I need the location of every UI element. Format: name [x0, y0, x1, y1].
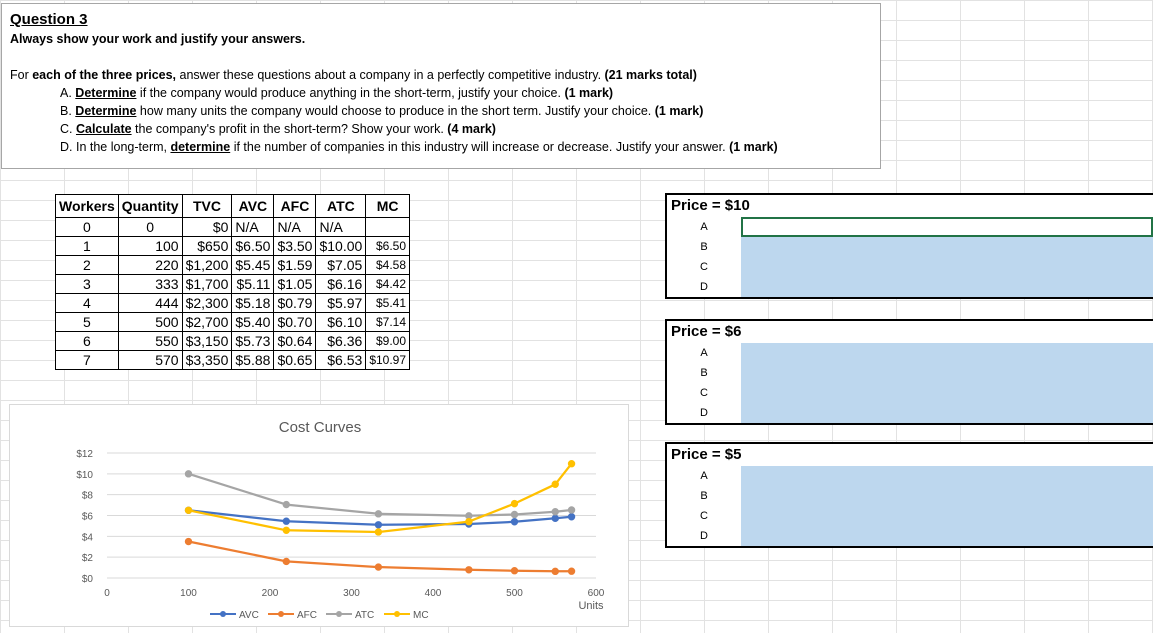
- data-point-atc: [511, 511, 517, 517]
- question-item-prefix: C.: [60, 122, 76, 136]
- column-header[interactable]: TVC: [182, 195, 232, 218]
- table-cell[interactable]: $5.73: [232, 332, 274, 351]
- answer-cell[interactable]: [741, 257, 1153, 277]
- data-point-atc: [568, 507, 574, 513]
- table-cell[interactable]: $5.18: [232, 294, 274, 313]
- question-item-marks: (1 mark): [654, 104, 704, 118]
- table-cell[interactable]: 550: [118, 332, 182, 351]
- table-cell[interactable]: $5.11: [232, 275, 274, 294]
- table-cell[interactable]: $5.45: [232, 256, 274, 275]
- table-cell[interactable]: 4: [56, 294, 119, 313]
- table-cell[interactable]: 5: [56, 313, 119, 332]
- data-point-mc: [568, 461, 574, 467]
- table-row: [56, 275, 410, 294]
- row-label: B: [700, 490, 708, 502]
- row-label: A: [700, 221, 708, 233]
- data-point-avc: [568, 514, 574, 520]
- table-cell[interactable]: 0: [56, 218, 119, 237]
- table-cell[interactable]: $7.14: [366, 313, 410, 332]
- table-cell[interactable]: $1,200: [182, 256, 232, 275]
- data-point-avc: [375, 522, 381, 528]
- question-item-keyword: Determine: [75, 86, 137, 100]
- data-point-afc: [375, 564, 381, 570]
- column-header[interactable]: ATC: [316, 195, 366, 218]
- question-item-prefix: D. In the long-term,: [60, 140, 171, 154]
- question-item: [10, 138, 872, 156]
- y-tick-label: $10: [76, 469, 93, 481]
- table-cell[interactable]: N/A: [274, 218, 316, 237]
- table-row: [56, 294, 410, 313]
- row-label: D: [700, 281, 708, 293]
- answer-row-c[interactable]: [667, 506, 1153, 526]
- x-tick-label: 400: [424, 588, 442, 599]
- y-tick-label: $4: [81, 532, 93, 544]
- answer-cell[interactable]: [741, 363, 1153, 383]
- data-point-atc: [552, 509, 558, 515]
- table-cell[interactable]: $2,300: [182, 294, 232, 313]
- data-point-mc: [185, 507, 191, 513]
- table-cell[interactable]: $3,350: [182, 351, 232, 370]
- table-cell[interactable]: $6.16: [316, 275, 366, 294]
- table-cell[interactable]: $5.41: [366, 294, 410, 313]
- table-cell[interactable]: N/A: [232, 218, 274, 237]
- answer-row-b[interactable]: [667, 237, 1153, 257]
- data-point-afc: [568, 568, 574, 574]
- answer-box-price-10: [665, 193, 1153, 299]
- x-axis-label: Units: [578, 600, 604, 612]
- question-intro: [10, 66, 872, 84]
- answer-title: Price = $5: [671, 446, 742, 463]
- table-cell[interactable]: 3: [56, 275, 119, 294]
- question-box: [1, 3, 881, 169]
- legend-marker: [336, 611, 342, 617]
- data-point-afc: [552, 568, 558, 574]
- answer-box-price-5: [665, 442, 1153, 548]
- x-tick-label: 100: [180, 588, 197, 599]
- question-item-text: if the number of companies in this industry will increase or decrease. Justify your answer.: [230, 140, 730, 154]
- data-point-mc: [283, 527, 289, 533]
- table-cell[interactable]: [366, 218, 410, 237]
- table-cell[interactable]: $0.64: [274, 332, 316, 351]
- data-point-avc: [283, 518, 289, 524]
- question-item-marks: (4 mark): [447, 122, 496, 136]
- column-header[interactable]: MC: [366, 195, 410, 218]
- table-cell[interactable]: 6: [56, 332, 119, 351]
- y-tick-label: $12: [76, 449, 93, 460]
- row-label: B: [700, 241, 708, 253]
- row-label: C: [700, 387, 708, 399]
- answer-cell[interactable]: [741, 383, 1153, 403]
- table-cell[interactable]: $7.05: [316, 256, 366, 275]
- answer-cell[interactable]: [741, 343, 1153, 363]
- answer-cell[interactable]: [741, 506, 1153, 526]
- table-cell[interactable]: $6.50: [232, 237, 274, 256]
- x-tick-label: 200: [261, 588, 279, 599]
- question-item-marks: (1 mark): [564, 86, 614, 100]
- answer-row-d[interactable]: [667, 403, 1153, 423]
- question-item-text: the company's profit in the short-term? Show your work.: [131, 122, 448, 136]
- data-point-mc: [511, 500, 517, 506]
- table-cell[interactable]: $4.58: [366, 256, 410, 275]
- question-item-text: how many units the company would choose to produce in the short term. Justify your choice.: [136, 104, 655, 118]
- legend-marker: [278, 611, 284, 617]
- table-cell[interactable]: $650: [182, 237, 232, 256]
- column-header[interactable]: AVC: [232, 195, 274, 218]
- table-row: [56, 351, 410, 370]
- table-cell[interactable]: $5.40: [232, 313, 274, 332]
- answer-cell[interactable]: [741, 466, 1153, 486]
- table-row: [56, 218, 410, 237]
- question-instruction: Always show your work and justify your answers.: [10, 32, 306, 46]
- table-cell[interactable]: $1.59: [274, 256, 316, 275]
- table-cell[interactable]: $0.65: [274, 351, 316, 370]
- table-row: [56, 313, 410, 332]
- table-cell[interactable]: 220: [118, 256, 182, 275]
- table-cell[interactable]: $3.50: [274, 237, 316, 256]
- table-cell[interactable]: $2,700: [182, 313, 232, 332]
- table-cell[interactable]: 1: [56, 237, 119, 256]
- table-cell[interactable]: $1.05: [274, 275, 316, 294]
- table-row: [56, 332, 410, 351]
- question-item: [10, 120, 872, 138]
- question-title: Question 3: [10, 11, 88, 28]
- table-cell[interactable]: 100: [118, 237, 182, 256]
- answer-cell[interactable]: [741, 486, 1153, 506]
- data-point-mc: [375, 529, 381, 535]
- cost-table: [55, 194, 410, 370]
- answer-row-c[interactable]: [667, 383, 1153, 403]
- answer-box-price-6: [665, 319, 1153, 425]
- table-cell[interactable]: $6.36: [316, 332, 366, 351]
- table-cell[interactable]: 570: [118, 351, 182, 370]
- table-cell[interactable]: $3,150: [182, 332, 232, 351]
- y-tick-label: $8: [81, 490, 93, 502]
- table-cell[interactable]: $6.53: [316, 351, 366, 370]
- table-cell[interactable]: 7: [56, 351, 119, 370]
- question-item-marks: (1 mark): [729, 140, 778, 154]
- row-label: A: [700, 470, 708, 482]
- table-body: [56, 218, 410, 370]
- row-label: D: [700, 407, 708, 419]
- data-point-mc: [552, 481, 558, 487]
- table-cell[interactable]: 444: [118, 294, 182, 313]
- data-point-avc: [511, 519, 517, 525]
- answer-cell[interactable]: [741, 277, 1153, 297]
- question-item-text: if the company would produce anything in the short-term, justify your choice.: [136, 86, 565, 100]
- question-item-keyword: Calculate: [75, 122, 132, 136]
- table-cell[interactable]: $6.10: [316, 313, 366, 332]
- table-cell[interactable]: $5.97: [316, 294, 366, 313]
- answer-cell[interactable]: [741, 403, 1153, 423]
- column-header[interactable]: Quantity: [118, 195, 182, 218]
- table-cell[interactable]: N/A: [316, 218, 366, 237]
- answer-cell-selected[interactable]: [741, 217, 1153, 237]
- y-tick-label: $2: [81, 553, 93, 565]
- row-label: D: [700, 530, 708, 542]
- x-tick-label: 500: [506, 588, 523, 599]
- data-point-afc: [283, 558, 289, 564]
- legend-marker: [394, 611, 400, 617]
- table-cell[interactable]: 0: [118, 218, 182, 237]
- y-tick-label: $6: [81, 511, 93, 523]
- table-cell[interactable]: $9.00: [366, 332, 410, 351]
- table-cell[interactable]: $0: [182, 218, 232, 237]
- table-cell[interactable]: $10.00: [316, 237, 366, 256]
- table-cell[interactable]: $0.79: [274, 294, 316, 313]
- answer-cell[interactable]: [741, 526, 1153, 546]
- question-item-prefix: A.: [60, 86, 76, 100]
- data-point-atc: [185, 471, 191, 477]
- x-tick-label: 0: [104, 588, 110, 599]
- row-label: A: [700, 347, 708, 359]
- column-header[interactable]: AFC: [274, 195, 316, 218]
- answer-title: Price = $10: [671, 197, 750, 214]
- question-items: [10, 84, 872, 156]
- data-point-afc: [185, 538, 191, 544]
- y-tick-label: $0: [81, 574, 93, 585]
- chart-title: Cost Curves: [278, 419, 362, 436]
- answer-row-b[interactable]: [667, 363, 1153, 383]
- chart-svg: [10, 405, 630, 628]
- legend-label: AFC: [297, 610, 317, 621]
- intro-pre: For: [10, 68, 33, 82]
- table-cell[interactable]: $1,700: [182, 275, 232, 294]
- answer-row-d[interactable]: [667, 526, 1153, 546]
- column-header[interactable]: Workers: [56, 195, 119, 218]
- question-item: [10, 102, 872, 120]
- question-item-prefix: B.: [60, 104, 76, 118]
- legend-label: MC: [413, 610, 429, 621]
- x-tick-label: 600: [587, 588, 605, 599]
- x-tick-label: 300: [343, 588, 360, 599]
- question-item: [10, 84, 872, 102]
- legend-label: ATC: [355, 610, 375, 621]
- question-item-keyword: determine: [170, 140, 231, 154]
- table-cell[interactable]: $0.70: [274, 313, 316, 332]
- intro-bold: each of the three prices,: [32, 68, 177, 82]
- data-point-afc: [511, 568, 517, 574]
- table-cell[interactable]: $5.88: [232, 351, 274, 370]
- row-label: B: [700, 367, 708, 379]
- answer-row-a[interactable]: [667, 343, 1153, 363]
- answer-title: Price = $6: [671, 323, 742, 340]
- cost-curves-chart[interactable]: [9, 404, 629, 627]
- table-row: [56, 256, 410, 275]
- answer-row-c[interactable]: [667, 257, 1153, 277]
- table-cell[interactable]: $10.97: [366, 351, 410, 370]
- data-point-atc: [375, 511, 381, 517]
- table-cell[interactable]: $6.50: [366, 237, 410, 256]
- answer-cell[interactable]: [741, 237, 1153, 257]
- answer-row-a[interactable]: [667, 466, 1153, 486]
- table-row: [56, 237, 410, 256]
- legend-label: AVC: [239, 610, 259, 621]
- table-header-row: [56, 195, 410, 218]
- legend-marker: [220, 611, 226, 617]
- table-cell[interactable]: $4.42: [366, 275, 410, 294]
- question-item-keyword: Determine: [75, 104, 137, 118]
- answer-row-a[interactable]: [667, 217, 1153, 237]
- intro-mid: answer these questions about a company in a perfectly competitive industry.: [176, 68, 605, 82]
- table-cell[interactable]: 2: [56, 256, 119, 275]
- data-point-avc: [552, 515, 558, 521]
- table-cell[interactable]: 333: [118, 275, 182, 294]
- answer-row-b[interactable]: [667, 486, 1153, 506]
- row-label: C: [700, 261, 708, 273]
- table-cell[interactable]: 500: [118, 313, 182, 332]
- data-point-mc: [466, 518, 472, 524]
- intro-marks: (21 marks total): [604, 68, 697, 82]
- data-point-afc: [466, 567, 472, 573]
- data-point-atc: [283, 501, 289, 507]
- row-label: C: [700, 510, 708, 522]
- answer-row-d[interactable]: [667, 277, 1153, 297]
